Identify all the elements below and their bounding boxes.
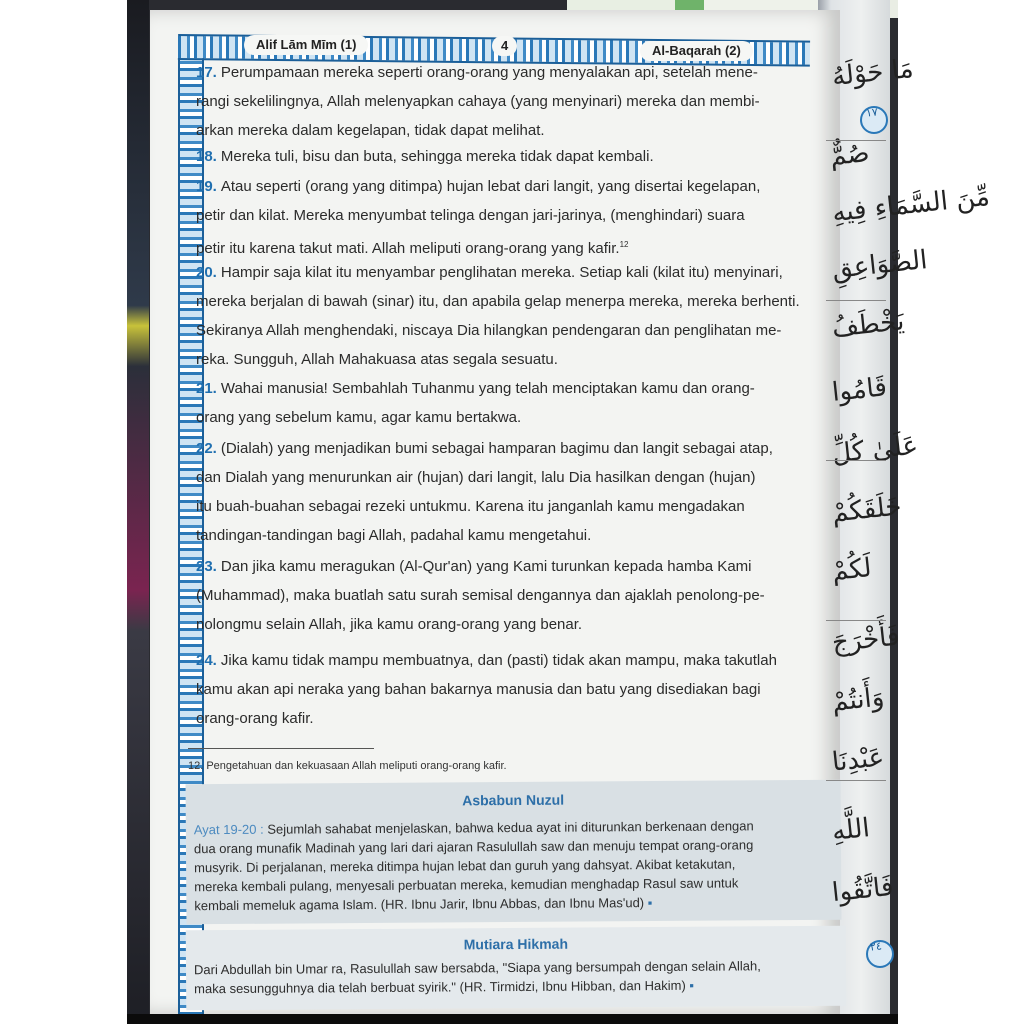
box-line: maka sesungguhnya dia telah berbuat syirik." (HR. Tirmidzi, Ibnu Hibban, dan Hakim) [194,977,686,997]
header-juz: Alif Lām Mīm (1) [244,35,368,55]
footnote-marker: 12 [619,240,629,249]
asbabun-nuzul-box [186,780,842,925]
arabic-word: فَاتَّقُوا [830,871,895,909]
arabic-word: صُمٌّ [828,138,871,172]
ayat-reference: Ayat 19-20 : [193,821,264,838]
verse-number: 24. [196,652,217,669]
arabic-word: الصَّوَاعِقِ [830,245,929,285]
verse-line: Hampir saja kilat itu menyambar penglihatan mereka. Setiap kali (kilat itu) menyinari, [220,264,783,281]
arabic-word: لَكُمْ [830,553,874,587]
line-divider [826,140,886,141]
verse-line: Mereka tuli, bisu dan buta, sehingga mereka tidak dapat kembali. [220,148,654,165]
verse-line: kamu akan api neraka yang bahan bakarnya manusia dan batu yang disediakan bagi [196,681,761,698]
verse-17 [196,58,760,145]
mutiara-hikmah-title: Mutiara Hikmah [463,935,569,953]
header-surah: Al-Baqarah (2) [640,41,753,61]
box-line: mereka kembali pulang, menyesali perbuatan mereka, kemudian menghadap Rasul saw untuk [194,875,739,895]
verse-23 [196,552,765,639]
arabic-word: وَأَنتُمْ [830,682,886,718]
arabic-word: عَبْدِنَا [830,742,886,778]
verse-number: 21. [196,380,217,397]
verse-line: itu buah-buahan sebagai rezeki untukmu. Karena itu janganlah kamu mengadakan [196,498,745,515]
box-line: Dari Abdullah bin Umar ra, Rasulullah saw bersabda, "Siapa yang bersumpah dengan selain Allah, [193,958,761,978]
verse-line: mereka berjalan di bawah (sinar) itu, dan apabila gelap menerpa mereka, mereka berhenti. [196,293,800,310]
line-divider [826,620,886,621]
verse-line: arkan mereka dalam kegelapan, tidak dapat melihat. [196,122,545,139]
footnote-divider [188,748,374,749]
verse-line: reka. Sungguh, Allah Mahakuasa atas segala sesuatu. [196,351,558,368]
arabic-word: عَلَىٰ كُلِّ [830,430,920,470]
box-line: dua orang munafik Madinah yang lari dari ajaran Rasulullah saw dan menuju tempat orang-orang [193,837,754,857]
verse-line: tandingan-tandingan bagi Allah, padahal kamu mengetahui. [196,527,592,544]
box-line: musyrik. Di perjalanan, mereka ditimpa hujan lebat dan guruh yang dahsyat. Akibat ketakutan, [194,856,736,876]
end-square-icon: ▪ [689,977,695,993]
verse-number: 23. [196,558,217,575]
asbabun-nuzul-body [194,816,843,916]
verse-line: Atau seperti (orang yang ditimpa) hujan lebat dari langit, yang disertai kegelapan, [220,178,761,195]
verse-line: Perumpamaan mereka seperti orang-orang yang menyalakan api, setelah mene- [220,64,758,81]
verse-line: petir itu karena takut mati. Allah meliputi orang-orang yang kafir. [196,240,620,257]
verse-line: (Muhammad), maka buatlah satu surah semisal dengannya dan ajaklah penolong-pe- [196,587,765,604]
verse-number: 22. [196,440,217,457]
arabic-word: يَخْطَفُ [830,306,906,344]
page-number: 4 [492,36,517,56]
arabic-verse-number: ١٧ [865,105,879,120]
verse-24 [196,646,777,733]
box-line: Sejumlah sahabat menjelaskan, bahwa kedua ayat ini diturunkan berkenaan dengan [263,818,754,837]
line-divider [826,780,886,781]
verse-line: Dan jika kamu meragukan (Al-Qur'an) yang Kami turunkan kepada hamba Kami [220,558,752,575]
asbabun-nuzul-title: Asbabun Nuzul [462,791,565,809]
arabic-word: مِّنَ السَّمَاءِ فِيهِ [830,181,992,229]
verse-line: dan Dialah yang menurunkan air (hujan) dari langit, lalu Dia hasilkan dengan (hujan) [196,469,756,486]
verse-line: (Dialah) yang menjadikan bumi sebagai hamparan bagimu dan langit sebagai atap, [220,440,773,457]
verse-line: nolongmu selain Allah, jika kamu orang-orang yang benar. [196,616,583,633]
verse-19 [196,172,760,263]
background-object [127,0,149,1018]
verse-number: 18. [196,148,217,165]
verse-21 [196,374,755,432]
verse-number: 17. [196,64,217,81]
verse-line: Jika kamu tidak mampu membuatnya, dan (pasti) tidak akan mampu, maka takutlah [220,652,777,669]
verse-number: 19. [196,178,217,195]
arabic-word: خَلَقَكُمْ [830,491,903,529]
verse-18 [196,142,654,171]
verse-line: Wahai manusia! Sembahlah Tuhanmu yang telah menciptakan kamu dan orang- [220,380,755,397]
box-line: kembali memeluk agama Islam. (HR. Ibnu Jarir, Ibnu Abbas, dan Ibnu Mas'ud) [194,895,645,914]
line-divider [826,300,886,301]
verse-line: Sekiranya Allah menghendaki, niscaya Dia hilangkan pendengaran dan penglihatan me- [196,322,782,339]
arabic-verse-number: ٢٤ [869,939,883,954]
footnote: 12. Pengetahuan dan kekuasaan Allah meliputi orang-orang kafir. [188,760,507,772]
verse-20 [196,258,800,374]
verse-22 [196,434,773,550]
arabic-word: اللَّهِ [830,813,872,847]
photo-bottom-edge [127,1014,898,1024]
verse-line: rangi sekelilingnya, Allah melenyapkan cahaya (yang menyinari) mereka dan membi- [196,93,760,110]
arabic-word: قَامُوا [830,372,889,408]
mutiara-hikmah-body [194,956,842,999]
verse-line: orang-orang kafir. [196,710,314,727]
mutiara-hikmah-box [186,926,847,1011]
verse-line: orang yang sebelum kamu, agar kamu bertakwa. [196,409,522,426]
line-divider [826,460,886,461]
arabic-word: فَأَخْرَجَ [830,621,901,659]
verse-number: 20. [196,264,217,281]
verse-line: petir dan kilat. Mereka menyumbat telinga dengan jari-jarinya, (menghindari) suara [196,207,745,224]
end-square-icon: ▪ [647,895,653,911]
arabic-word: مَا حَوْلَهُ [830,53,915,93]
